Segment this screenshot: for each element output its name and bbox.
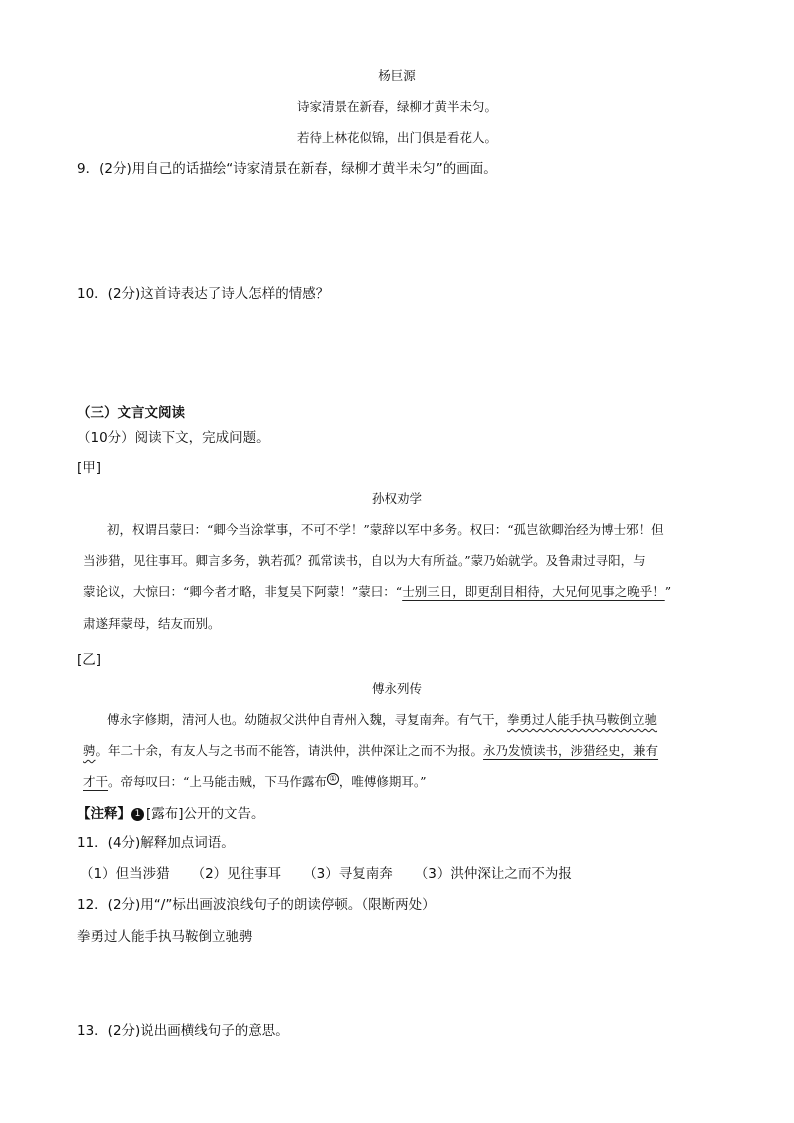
- underlined-sentence: 士别三日，即更刮目相待，大兄何见事之晚乎！: [402, 584, 665, 599]
- passage-yi-line-1: [83, 710, 734, 730]
- passage-yi-line-3-end: ，唯傅修期耳。”: [338, 774, 427, 789]
- footnote-ref: ①: [327, 773, 339, 785]
- question-12: 12．(2分)用“/”标出画波浪线句子的朗读停顿。（限断两处）: [77, 897, 436, 913]
- passage-yi-title: 傅永列传: [371, 681, 422, 696]
- passage-yi-line-2: [83, 741, 734, 761]
- passage-yi-line-2-text: 。年二十余，有友人与之书而不能答，请洪仲，洪仲深让之而不为报。: [95, 743, 484, 758]
- question-13: 13．(2分)说出画横线句子的意思。: [77, 1023, 289, 1039]
- q11-item-1: （1）但当涉猎: [80, 866, 170, 882]
- passage-jia-line-3-text: 蒙论议，大惊曰：“卿今者才略，非复吴下阿蒙！”蒙曰：“: [83, 584, 403, 599]
- annotation: [77, 804, 734, 824]
- poem-line-1: 诗家清景在新春，绿柳才黄半未匀。: [296, 99, 497, 114]
- passage-yi-line-3-text: 。帝每叹曰：“上马能击贼，下马作露布: [108, 774, 327, 789]
- section-instruction: （10分）阅读下文，完成问题。: [77, 430, 270, 446]
- annotation-number: 1: [131, 808, 144, 821]
- passage-jia-line-3: [83, 582, 734, 602]
- question-9: 9．(2分)用自己的话描绘“诗家清景在新春，绿柳才黄半未匀”的画面。: [77, 161, 497, 177]
- section-heading: （三）文言文阅读: [77, 405, 185, 421]
- annotation-text: [露布]公开的文告。: [146, 806, 265, 822]
- passage-yi-line-3: [83, 772, 734, 792]
- question-10: 10．(2分)这首诗表达了诗人怎样的情感？: [77, 286, 330, 302]
- q11-item-3: （3）寻复南奔: [303, 866, 393, 882]
- poem-line-2: 若待上林花似锦，出门俱是看花人。: [296, 130, 497, 145]
- question-12-sentence: 拳勇过人能手执马鞍倒立驰骋: [77, 929, 253, 945]
- passage-jia-label: [甲]: [77, 460, 102, 476]
- wavy-sentence-part-1: 拳勇过人能手执马鞍倒立驰: [507, 712, 658, 727]
- passage-jia-title: 孙权劝学: [371, 491, 422, 506]
- passage-jia-line-3-quote: ”: [664, 584, 672, 599]
- passage-jia-line-1: 初，权谓吕蒙曰：“卿今当涂掌事，不可不学！”蒙辞以军中多务。权曰：“孤岂欲卿治经为博士邪！但: [107, 522, 664, 537]
- wavy-sentence-part-2: 骋: [83, 743, 96, 758]
- q11-item-2: （2）见往事耳: [191, 866, 282, 882]
- question-11: 11．(4分)解释加点词语。: [77, 835, 235, 851]
- passage-jia-line-4: 肃遂拜蒙母，结友而别。: [83, 616, 221, 631]
- annotation-label: 【注释】: [77, 806, 131, 822]
- passage-yi-label: [乙]: [77, 652, 102, 668]
- passage-yi-line-1-text: 傅永字修期，清河人也。幼随叔父洪仲自青州入魏，寻复南奔。有气干，: [107, 712, 508, 727]
- underlined-sentence-yi-part-2: 才干: [83, 774, 109, 789]
- underlined-sentence-yi-part-1: 永乃发愤读书，涉猎经史，兼有: [483, 743, 659, 758]
- passage-jia-line-2: 当涉猎，见往事耳。卿言多务，孰若孤？孤常读书，自以为大有所益。”蒙乃始就学。及鲁肃过寻阳，与: [83, 553, 646, 568]
- question-11-items: [80, 864, 734, 884]
- poem-author: 杨巨源: [378, 68, 416, 83]
- q11-item-4: （3）洪仲深让之而不为报: [414, 866, 572, 882]
